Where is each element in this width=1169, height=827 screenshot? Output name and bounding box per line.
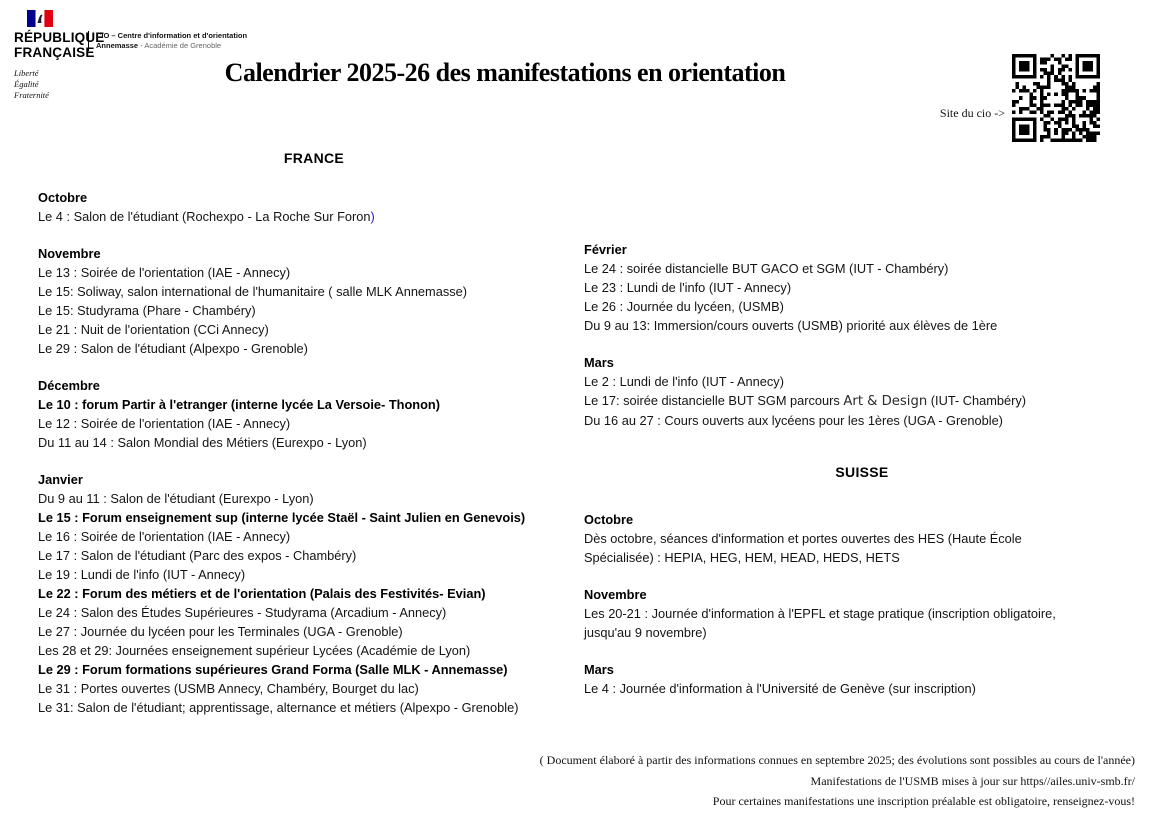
- event-item: [38, 622, 590, 641]
- month-heading: Février: [584, 242, 627, 257]
- event-item: [38, 660, 590, 679]
- suisse-sections: [584, 510, 1140, 698]
- event-text: Le 4 : Salon de l'étudiant (Rochexpo - La Roche Sur Foron: [38, 209, 371, 224]
- event-item: [584, 529, 1140, 567]
- month-section: [584, 510, 1140, 567]
- event-text: Le 19 : Lundi de l'info (IUT - Annecy): [38, 567, 246, 582]
- event-text: Les 28 et 29: Journées enseignement supérieur Lycées (Académie de Lyon): [38, 643, 471, 658]
- motto-fraternite: Fraternité: [14, 90, 49, 100]
- month-section: [38, 188, 590, 226]
- event-text: Dès octobre, séances d'information et portes ouvertes des HES (Haute École: [584, 531, 1022, 546]
- republique-line1: RÉPUBLIQUE: [14, 30, 105, 45]
- event-item: [38, 207, 590, 226]
- footer-note-1: ( Document élaboré à partir des informations connues en septembre 2025; des évolutions sont possibles au cours de l'année): [539, 753, 1135, 767]
- event-item: [38, 584, 590, 603]
- event-text: Art & Design: [843, 394, 928, 409]
- event-text: Le 24 : Salon des Études Supérieures - Studyrama (Arcadium - Annecy): [38, 605, 447, 620]
- month-heading: Novembre: [38, 246, 101, 261]
- motto-liberte: Liberté: [14, 68, 39, 78]
- event-item: [38, 641, 590, 660]
- event-item: [38, 301, 590, 320]
- event-item: [38, 679, 590, 698]
- event-item: [584, 259, 1140, 278]
- event-item: [38, 339, 590, 358]
- event-text: Le 13 : Soirée de l'orientation (IAE - Annecy): [38, 265, 291, 280]
- event-text: Le 4 : Journée d'information à l'Université de Genève (sur inscription): [584, 681, 976, 696]
- event-text: Le 31: Salon de l'étudiant; apprentissage, alternance et métiers (Alpexpo - Grenoble): [38, 700, 519, 715]
- event-text: Le 15 : Forum enseignement sup (interne lycée Staël - Saint Julien en Genevois): [38, 510, 526, 525]
- event-item: [584, 316, 1140, 335]
- month-section: [584, 240, 1140, 335]
- event-text: Le 29 : Salon de l'étudiant (Alpexpo - Grenoble): [38, 341, 308, 356]
- motto-egalite: Égalité: [14, 79, 39, 89]
- event-text: Du 9 au 11 : Salon de l'étudiant (Eurexpo - Lyon): [38, 491, 314, 506]
- event-text: Le 31 : Portes ouvertes (USMB Annecy, Chambéry, Bourget du lac): [38, 681, 419, 696]
- event-item: [38, 698, 590, 717]
- event-item: [38, 527, 590, 546]
- event-text: Les 20-21 : Journée d'information à l'EPFL et stage pratique (inscription obligatoire,: [584, 606, 1056, 621]
- event-item: [38, 414, 590, 433]
- month-heading: Janvier: [38, 472, 83, 487]
- page-title: Calendrier 2025-26 des manifestations en orientation: [224, 58, 786, 87]
- event-item: [38, 320, 590, 339]
- cio-name: CIO – Centre d'information et d'orientation: [96, 31, 248, 40]
- event-text: Le 23 : Lundi de l'info (IUT - Annecy): [584, 280, 792, 295]
- event-text: (IUT- Chambéry): [927, 393, 1027, 408]
- event-text: Le 17: soirée distancielle BUT SGM parcours: [584, 393, 844, 408]
- event-item: [584, 411, 1140, 430]
- event-item: [38, 546, 590, 565]
- link-fragment[interactable]: ): [370, 209, 375, 224]
- republique-line2: FRANÇAISE: [14, 45, 95, 60]
- event-item: [38, 508, 590, 527]
- event-text: Le 29 : Forum formations supérieures Grand Forma (Salle MLK - Annemasse): [38, 662, 508, 677]
- event-text: Le 17 : Salon de l'étudiant (Parc des expos - Chambéry): [38, 548, 357, 563]
- event-text: Du 16 au 27 : Cours ouverts aux lycéens pour les 1ères (UGA - Grenoble): [584, 413, 1003, 428]
- month-heading: Mars: [584, 355, 614, 370]
- qr-code: [1012, 54, 1100, 142]
- footer-notes: [355, 750, 1135, 812]
- month-section: [38, 470, 590, 717]
- event-item: [584, 391, 1140, 411]
- cio-identity-block: [88, 31, 247, 51]
- event-text: Le 21 : Nuit de l'orientation (CCi Annecy): [38, 322, 269, 337]
- right-column: [584, 240, 1140, 716]
- event-text: Le 16 : Soirée de l'orientation (IAE - Annecy): [38, 529, 291, 544]
- month-section: [38, 244, 590, 358]
- event-item: [38, 489, 590, 508]
- event-item: [584, 372, 1140, 391]
- france-sections-col2: [584, 240, 1140, 430]
- event-text: Le 15: Soliway, salon international de l'humanitaire ( salle MLK Annemasse): [38, 284, 468, 299]
- event-item: [38, 282, 590, 301]
- event-item: [584, 278, 1140, 297]
- cio-city: Annemasse: [96, 41, 139, 50]
- event-text: Du 9 au 13: Immersion/cours ouverts (USMB) priorité aux élèves de 1ère: [584, 318, 998, 333]
- event-item: [38, 395, 590, 414]
- month-section: [38, 376, 590, 452]
- event-text: Le 24 : soirée distancielle BUT GACO et SGM (IUT - Chambéry): [584, 261, 949, 276]
- event-item: [38, 263, 590, 282]
- cio-academie: - Académie de Grenoble: [138, 41, 222, 50]
- event-item: [38, 603, 590, 622]
- month-heading: Mars: [584, 662, 614, 677]
- month-heading: Octobre: [38, 190, 88, 205]
- country-heading-france: FRANCE: [283, 150, 345, 166]
- qr-code-label: Site du cio ->: [939, 106, 1005, 120]
- event-item: [584, 297, 1140, 316]
- month-section: [584, 660, 1140, 698]
- france-sections-col1: [38, 188, 590, 717]
- event-text: Le 26 : Journée du lycéen, (USMB): [584, 299, 784, 314]
- footer-note-3: Pour certaines manifestations une inscription préalable est obligatoire, renseignez-vous!: [712, 794, 1135, 808]
- event-text: Le 27 : Journée du lycéen pour les Terminales (UGA - Grenoble): [38, 624, 403, 639]
- event-text: Le 12 : Soirée de l'orientation (IAE - Annecy): [38, 416, 291, 431]
- country-heading-suisse: SUISSE: [835, 464, 889, 480]
- month-heading: Octobre: [584, 512, 634, 527]
- month-heading: Décembre: [38, 378, 100, 393]
- event-text: Le 15: Studyrama (Phare - Chambéry): [38, 303, 256, 318]
- event-text: Le 22 : Forum des métiers et de l'orientation (Palais des Festivités- Evian): [38, 586, 486, 601]
- event-text: Le 10 : forum Partir à l'etranger (interne lycée La Versoie- Thonon): [38, 397, 440, 412]
- event-item: [584, 679, 1140, 698]
- event-text: jusqu'au 9 novembre): [584, 625, 707, 640]
- france-column: [38, 150, 590, 735]
- event-text: Spécialisée) : HEPIA, HEG, HEM, HEAD, HEDS, HETS: [584, 550, 900, 565]
- event-item: [584, 604, 1140, 642]
- event-text: Du 11 au 14 : Salon Mondial des Métiers (Eurexpo - Lyon): [38, 435, 367, 450]
- event-item: [38, 565, 590, 584]
- footer-note-2: Manifestations de l'USMB mises à jour sur https//ailes.univ-smb.fr/: [810, 773, 1135, 788]
- month-section: [584, 353, 1140, 430]
- event-item: [38, 433, 590, 452]
- month-heading: Novembre: [584, 587, 647, 602]
- french-flag-icon: [27, 10, 53, 27]
- month-section: [584, 585, 1140, 642]
- event-text: Le 2 : Lundi de l'info (IUT - Annecy): [584, 374, 784, 389]
- cio-location: [96, 41, 247, 51]
